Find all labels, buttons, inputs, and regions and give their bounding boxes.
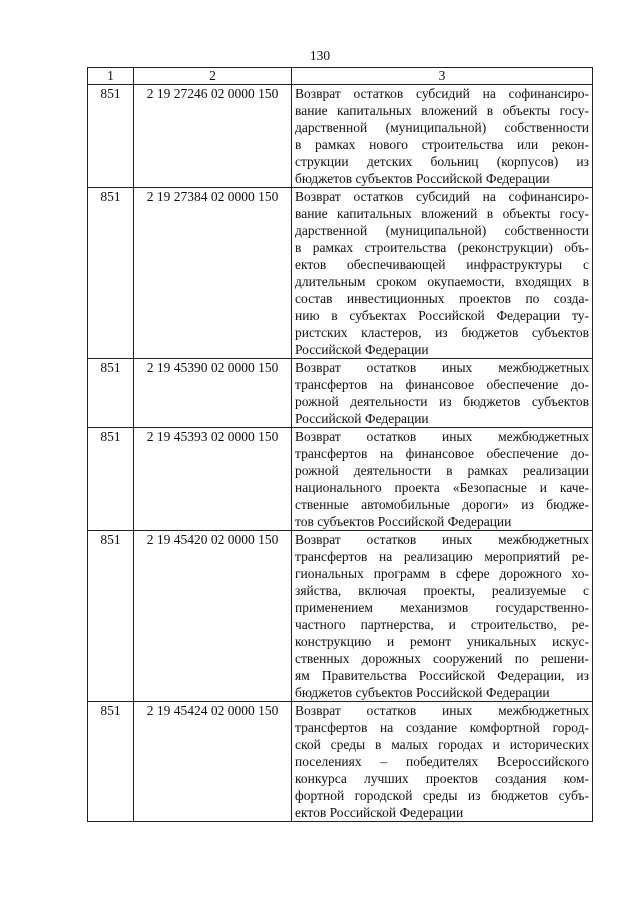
budget-classification-code-cell: 2 19 27246 02 0000 150 <box>134 85 292 188</box>
description-line: ственных дорожных сооружений по решени- <box>295 651 589 666</box>
description-line: Российской Федерации <box>295 342 429 357</box>
description-line: трансфертов на финансовое обеспечение до- <box>295 446 589 461</box>
budget-classification-code-cell: 2 19 45393 02 0000 150 <box>134 428 292 531</box>
description-line: ектов Российской Федерации <box>295 805 464 820</box>
description-line: дарственной (муниципальной) собственности <box>295 223 589 238</box>
description-cell <box>292 428 593 531</box>
description-line: национального проекта «Безопасные и каче- <box>295 480 589 495</box>
description-line: длительным сроком окупаемости, входящих в <box>295 274 589 289</box>
budget-classification-code-cell: 2 19 45390 02 0000 150 <box>134 359 292 428</box>
budget-classification-code-cell: 2 19 27384 02 0000 150 <box>134 188 292 359</box>
column-header-2: 2 <box>134 68 292 85</box>
description-line: состав инвестиционных проектов по созда- <box>295 291 589 306</box>
description-line: частного партнерства, и строительство, ре- <box>295 617 589 632</box>
description-line: конкурса лучших проектов создания ком- <box>295 771 589 786</box>
description-line: в рамках нового строительства или рекон- <box>295 137 589 152</box>
description-line: рожной деятельности из бюджетов субъектов <box>295 394 589 409</box>
administrator-code-cell: 851 <box>88 428 134 531</box>
description-line: вание капитальных вложений в объекты госу- <box>295 206 589 221</box>
table-row <box>88 702 593 822</box>
description-line: рожной деятельности в рамках реализации <box>295 463 589 478</box>
administrator-code-cell: 851 <box>88 702 134 822</box>
column-header-1: 1 <box>88 68 134 85</box>
table-row <box>88 85 593 188</box>
table-row <box>88 428 593 531</box>
description-line: ской среды в малых городах и исторических <box>295 737 589 752</box>
description-line: трансфертов на реализацию мероприятий ре- <box>295 549 589 564</box>
description-cell <box>292 702 593 822</box>
administrator-code-cell: 851 <box>88 359 134 428</box>
description-cell <box>292 188 593 359</box>
description-cell <box>292 359 593 428</box>
table-header-row <box>88 68 593 85</box>
description-line: бюджетов субъектов Российской Федерации <box>295 171 550 186</box>
table-row <box>88 188 593 359</box>
description-line: Возврат остатков иных межбюджетных <box>295 703 589 718</box>
description-line: струкции детских больниц (корпусов) из <box>295 154 589 169</box>
table-row <box>88 531 593 702</box>
description-line: применением механизмов государственно- <box>295 600 589 615</box>
description-line: ям Правительства Российской Федерации, из <box>295 668 589 683</box>
description-line: гиональных программ в сфере дорожного хо- <box>295 566 589 581</box>
page-number: 130 <box>309 48 331 63</box>
description-line: Возврат остатков субсидий на софинансиро- <box>295 86 589 101</box>
description-line: нию в субъектах Российской Федерации ту- <box>295 308 589 323</box>
description-line: Возврат остатков субсидий на софинансиро- <box>295 189 589 204</box>
description-line: поселениях – победителях Всероссийского <box>295 754 589 769</box>
description-line: бюджетов субъектов Российской Федерации <box>295 685 550 700</box>
administrator-code-cell: 851 <box>88 85 134 188</box>
administrator-code-cell: 851 <box>88 188 134 359</box>
description-line: Возврат остатков иных межбюджетных <box>295 429 589 444</box>
description-line: Возврат остатков иных межбюджетных <box>295 360 589 375</box>
description-line: Возврат остатков иных межбюджетных <box>295 532 589 547</box>
description-line: Российской Федерации <box>295 411 429 426</box>
description-line: ственные автомобильные дороги» из бюдже- <box>295 497 589 512</box>
description-line: тов субъектов Российской Федерации <box>295 514 512 529</box>
description-line: ристских кластеров, из бюджетов субъектов <box>295 325 589 340</box>
column-header-3: 3 <box>292 68 593 85</box>
budget-codes-table <box>87 67 593 822</box>
budget-classification-code-cell: 2 19 45424 02 0000 150 <box>134 702 292 822</box>
table-body <box>88 85 593 822</box>
description-line: в рамках строительства (реконструкции) объ- <box>295 240 589 255</box>
administrator-code-cell: 851 <box>88 531 134 702</box>
description-line: зяйства, включая проекты, реализуемые с <box>295 583 589 598</box>
description-line: фортной городской среды из бюджетов субъ- <box>295 788 589 803</box>
description-line: вание капитальных вложений в объекты госу- <box>295 103 589 118</box>
description-line: ектов обеспечивающей инфраструктуры с <box>295 257 589 272</box>
budget-classification-code-cell: 2 19 45420 02 0000 150 <box>134 531 292 702</box>
description-cell <box>292 531 593 702</box>
table-row <box>88 359 593 428</box>
description-line: дарственной (муниципальной) собственности <box>295 120 589 135</box>
description-line: конструкцию и ремонт уникальных искус- <box>295 634 589 649</box>
description-line: трансфертов на создание комфортной город- <box>295 720 589 735</box>
description-cell <box>292 85 593 188</box>
description-line: трансфертов на финансовое обеспечение до- <box>295 377 589 392</box>
